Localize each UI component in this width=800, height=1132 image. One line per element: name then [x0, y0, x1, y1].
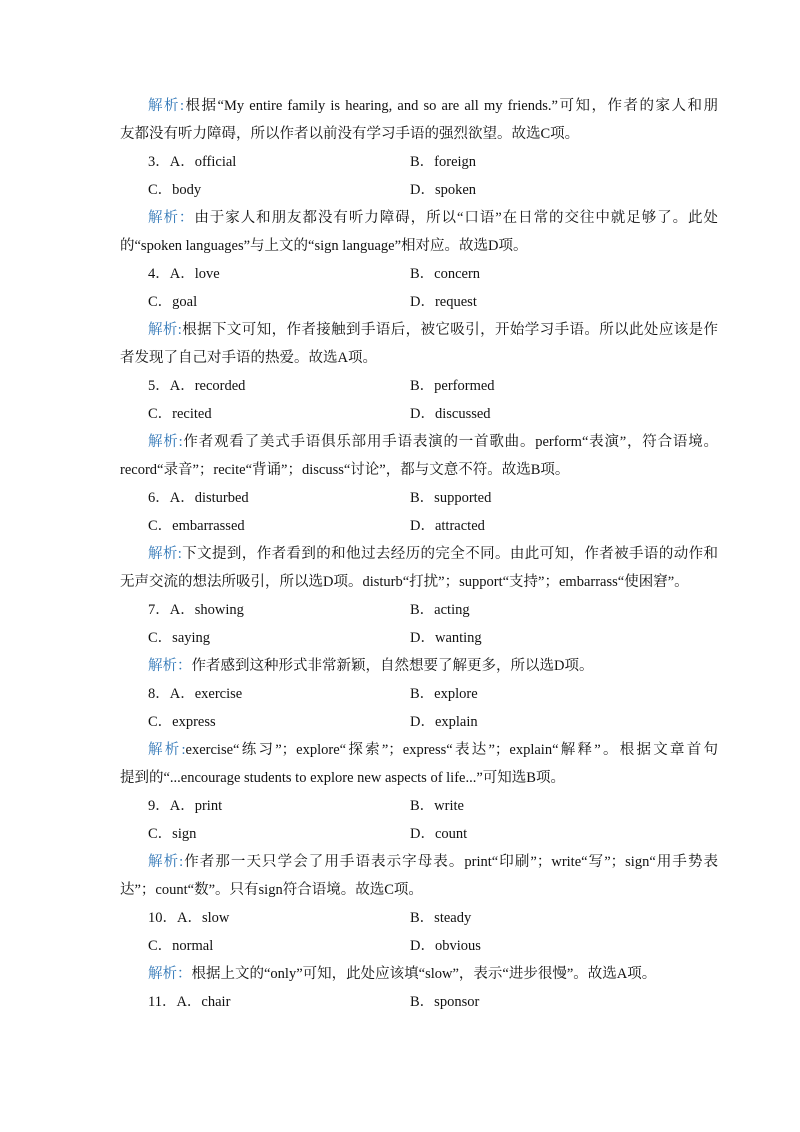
- q10-option-d: D．obvious: [410, 938, 481, 954]
- q8-option-b: B．explore: [410, 686, 478, 702]
- q7-option-b: B．acting: [410, 602, 470, 618]
- q10-option-b: B．steady: [410, 910, 472, 926]
- explanation-label: 解析: [148, 322, 178, 338]
- explanation-label: 解析: [148, 966, 177, 982]
- explanation-q2-line2: 友都没有听力障碍，所以作者以前没有学习手语的强烈欲望。故选C项。: [120, 126, 580, 142]
- q3-option-b: B．foreign: [410, 154, 477, 170]
- explanation-q3-line1: 解析：由于家人和朋友都没有听力障碍，所以“口语”在日常的交往中就足够了。此处: [148, 210, 719, 226]
- explanation-label: 解析: [148, 98, 181, 114]
- explanation-q8-line1: 解析:exercise“练习”；explore“探索”；express“表达”；explain“解释”。根据文章首句: [148, 742, 719, 758]
- q3-option-c: C．body: [148, 182, 202, 198]
- q7-option-a: 7．A．showing: [148, 602, 244, 618]
- explanation-label: 解析: [148, 210, 179, 226]
- q3-option-d: D．spoken: [410, 182, 477, 198]
- q9-option-b: B．write: [410, 798, 464, 814]
- explanation-q3-line2: 的“spoken languages”与上文的“sign language”相对应。故选D项。: [120, 238, 528, 254]
- q8-option-a: 8．A．exercise: [148, 686, 243, 702]
- q7-option-d: D．wanting: [410, 630, 482, 646]
- explanation-q2-line1: 解析:根据“My entire family is hearing, and so are all my friends.”可知，作者的家人和朋: [148, 98, 718, 114]
- explanation-label: 解析: [148, 742, 182, 758]
- q9-option-d: D．count: [410, 826, 468, 842]
- q4-option-d: D．request: [410, 294, 477, 310]
- q4-option-c: C．goal: [148, 294, 198, 310]
- q11-option-b: B．sponsor: [410, 994, 480, 1010]
- q5-option-a: 5．A．recorded: [148, 378, 246, 394]
- q10-option-a: 10．A．slow: [148, 910, 230, 926]
- q8-option-c: C．express: [148, 714, 216, 730]
- q10-option-c: C．normal: [148, 938, 214, 954]
- explanation-q4-line1: 解析:根据下文可知，作者接触到手语后，被它吸引，开始学习手语。所以此处应该是作: [148, 322, 719, 338]
- q7-option-c: C．saying: [148, 630, 211, 646]
- explanation-q7-line1: 解析：作者感到这种形式非常新颖，自然想要了解更多，所以选D项。: [148, 658, 594, 674]
- q9-option-c: C．sign: [148, 826, 197, 842]
- explanation-q6-line1: 解析:下文提到，作者看到的和他过去经历的完全不同。由此可知，作者被手语的动作和: [148, 546, 719, 562]
- q6-option-d: D．attracted: [410, 518, 485, 534]
- explanation-q6-line2: 无声交流的想法所吸引，所以选D项。disturb“打扰”；support“支持”；embarrass“使困窘”。: [120, 574, 689, 590]
- explanation-q8-line2: 提到的“...encourage students to explore new aspects of life...”可知选B项。: [120, 770, 565, 786]
- q9-option-a: 9．A．print: [148, 798, 223, 814]
- q6-option-b: B．supported: [410, 490, 492, 506]
- q6-option-c: C．embarrassed: [148, 518, 245, 534]
- explanation-q5-line1: 解析:作者观看了美式手语俱乐部用手语表演的一首歌曲。perform“表演”，符合语境。: [148, 434, 718, 450]
- q11-option-a: 11．A．chair: [148, 994, 231, 1010]
- explanation-label: 解析: [148, 546, 178, 562]
- q3-option-a: 3．A．official: [148, 154, 237, 170]
- q5-option-c: C．recited: [148, 406, 212, 422]
- q8-option-d: D．explain: [410, 714, 478, 730]
- explanation-q5-line2: record“录音”；recite“背诵”；discuss“讨论”，都与文意不符。故选B项。: [120, 462, 570, 478]
- q4-option-a: 4．A．love: [148, 266, 220, 282]
- explanation-q10-line1: 解析：根据上文的“only”可知，此处应该填“slow”，表示“进步很慢”。故选A项。: [148, 966, 657, 982]
- explanation-label: 解析: [148, 658, 177, 674]
- explanation-label: 解析: [148, 434, 179, 450]
- q6-option-a: 6．A．disturbed: [148, 490, 249, 506]
- q5-option-d: D．discussed: [410, 406, 491, 422]
- explanation-q9-line1: 解析:作者那一天只学会了用手语表示字母表。print“印刷”；write“写”；sign“用手势表: [148, 854, 719, 870]
- explanation-q9-line2: 达”；count“数”。只有sign符合语境。故选C项。: [120, 882, 423, 898]
- q5-option-b: B．performed: [410, 378, 495, 394]
- explanation-label: 解析: [148, 854, 180, 870]
- explanation-q4-line2: 者发现了自己对手语的热爱。故选A项。: [120, 350, 377, 366]
- q4-option-b: B．concern: [410, 266, 481, 282]
